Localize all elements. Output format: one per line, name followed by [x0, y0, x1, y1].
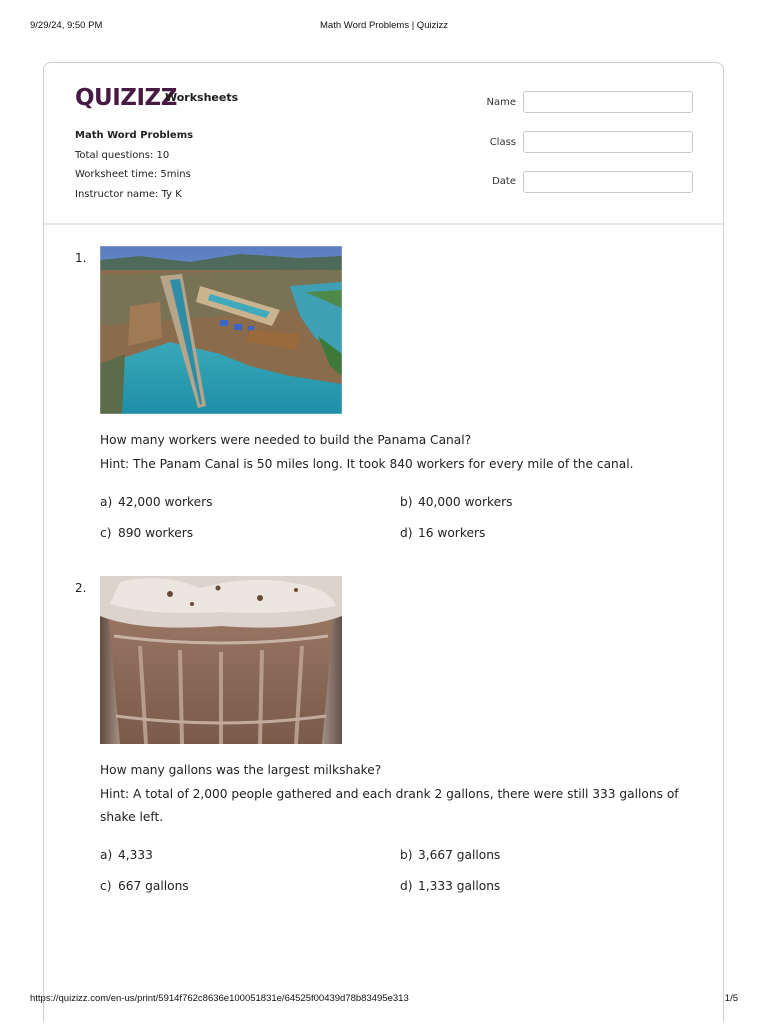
worksheet-header: [44, 63, 723, 225]
name-label: Name: [486, 97, 516, 108]
question-prompt: [100, 429, 680, 476]
instructor-name: Instructor name: Ty K: [75, 188, 182, 200]
question-text: How many workers were needed to build the Panama Canal?: [100, 433, 472, 447]
milkshake-photo: [100, 576, 342, 744]
option-a[interactable]: [100, 495, 212, 509]
option-text: 42,000 workers: [118, 495, 213, 509]
worksheets-label: Worksheets: [165, 91, 239, 104]
option-a[interactable]: [100, 848, 153, 862]
question-hint: Hint: The Panam Canal is 50 miles long. It took 840 workers for every mile of the canal.: [100, 456, 634, 471]
print-doc-title: Math Word Problems | Quizizz: [320, 20, 448, 31]
option-c[interactable]: [100, 879, 189, 893]
option-letter: d): [400, 879, 413, 893]
option-text: 3,667 gallons: [418, 848, 501, 862]
worksheet-card: [43, 62, 724, 1022]
option-letter: d): [400, 526, 413, 540]
print-datetime: 9/29/24, 9:50 PM: [30, 20, 103, 31]
class-field[interactable]: [523, 131, 693, 153]
print-footer: [0, 993, 768, 1007]
logo-wordmark: QUIZIZZ: [75, 85, 177, 111]
option-text: 890 workers: [118, 526, 194, 540]
option-letter: b): [400, 848, 413, 862]
panama-canal-image: [100, 246, 342, 414]
question-number: 1.: [75, 251, 87, 265]
name-field[interactable]: [523, 91, 693, 113]
option-letter: a): [100, 848, 113, 862]
class-label: Class: [489, 137, 516, 148]
date-field[interactable]: [523, 171, 693, 193]
option-text: 16 workers: [418, 526, 486, 540]
option-b[interactable]: [400, 495, 512, 509]
date-label: Date: [492, 176, 516, 187]
worksheet-meta: [75, 126, 193, 204]
print-page-number: 1/5: [724, 993, 738, 1004]
option-text: 1,333 gallons: [418, 879, 501, 893]
question-number: 2.: [75, 581, 87, 595]
option-d[interactable]: [400, 526, 485, 540]
option-text: 667 gallons: [118, 879, 189, 893]
print-header: [0, 20, 768, 34]
milkshake-image: [100, 576, 342, 744]
option-b[interactable]: [400, 848, 500, 862]
option-c[interactable]: [100, 526, 193, 540]
option-letter: b): [400, 495, 413, 509]
option-d[interactable]: [400, 879, 500, 893]
worksheet-title: Math Word Problems: [75, 130, 194, 141]
option-letter: a): [100, 495, 113, 509]
question-text: How many gallons was the largest milkshake?: [100, 763, 382, 777]
print-url: https://quizizz.com/en-us/print/5914f762c8636e100051831e/64525f00439d78b83495e313: [30, 993, 409, 1004]
question-prompt: [100, 759, 680, 830]
option-letter: c): [100, 526, 112, 540]
option-text: 40,000 workers: [418, 495, 513, 509]
option-letter: c): [100, 879, 112, 893]
worksheet-time: Worksheet time: 5mins: [75, 169, 191, 180]
total-questions: Total questions: 10: [75, 149, 170, 161]
option-text: 4,333: [118, 848, 153, 862]
panama-canal-photo: [100, 246, 342, 414]
question-hint: Hint: A total of 2,000 people gathered and each drank 2 gallons, there were still 333 gallons of shake left.: [100, 786, 679, 824]
